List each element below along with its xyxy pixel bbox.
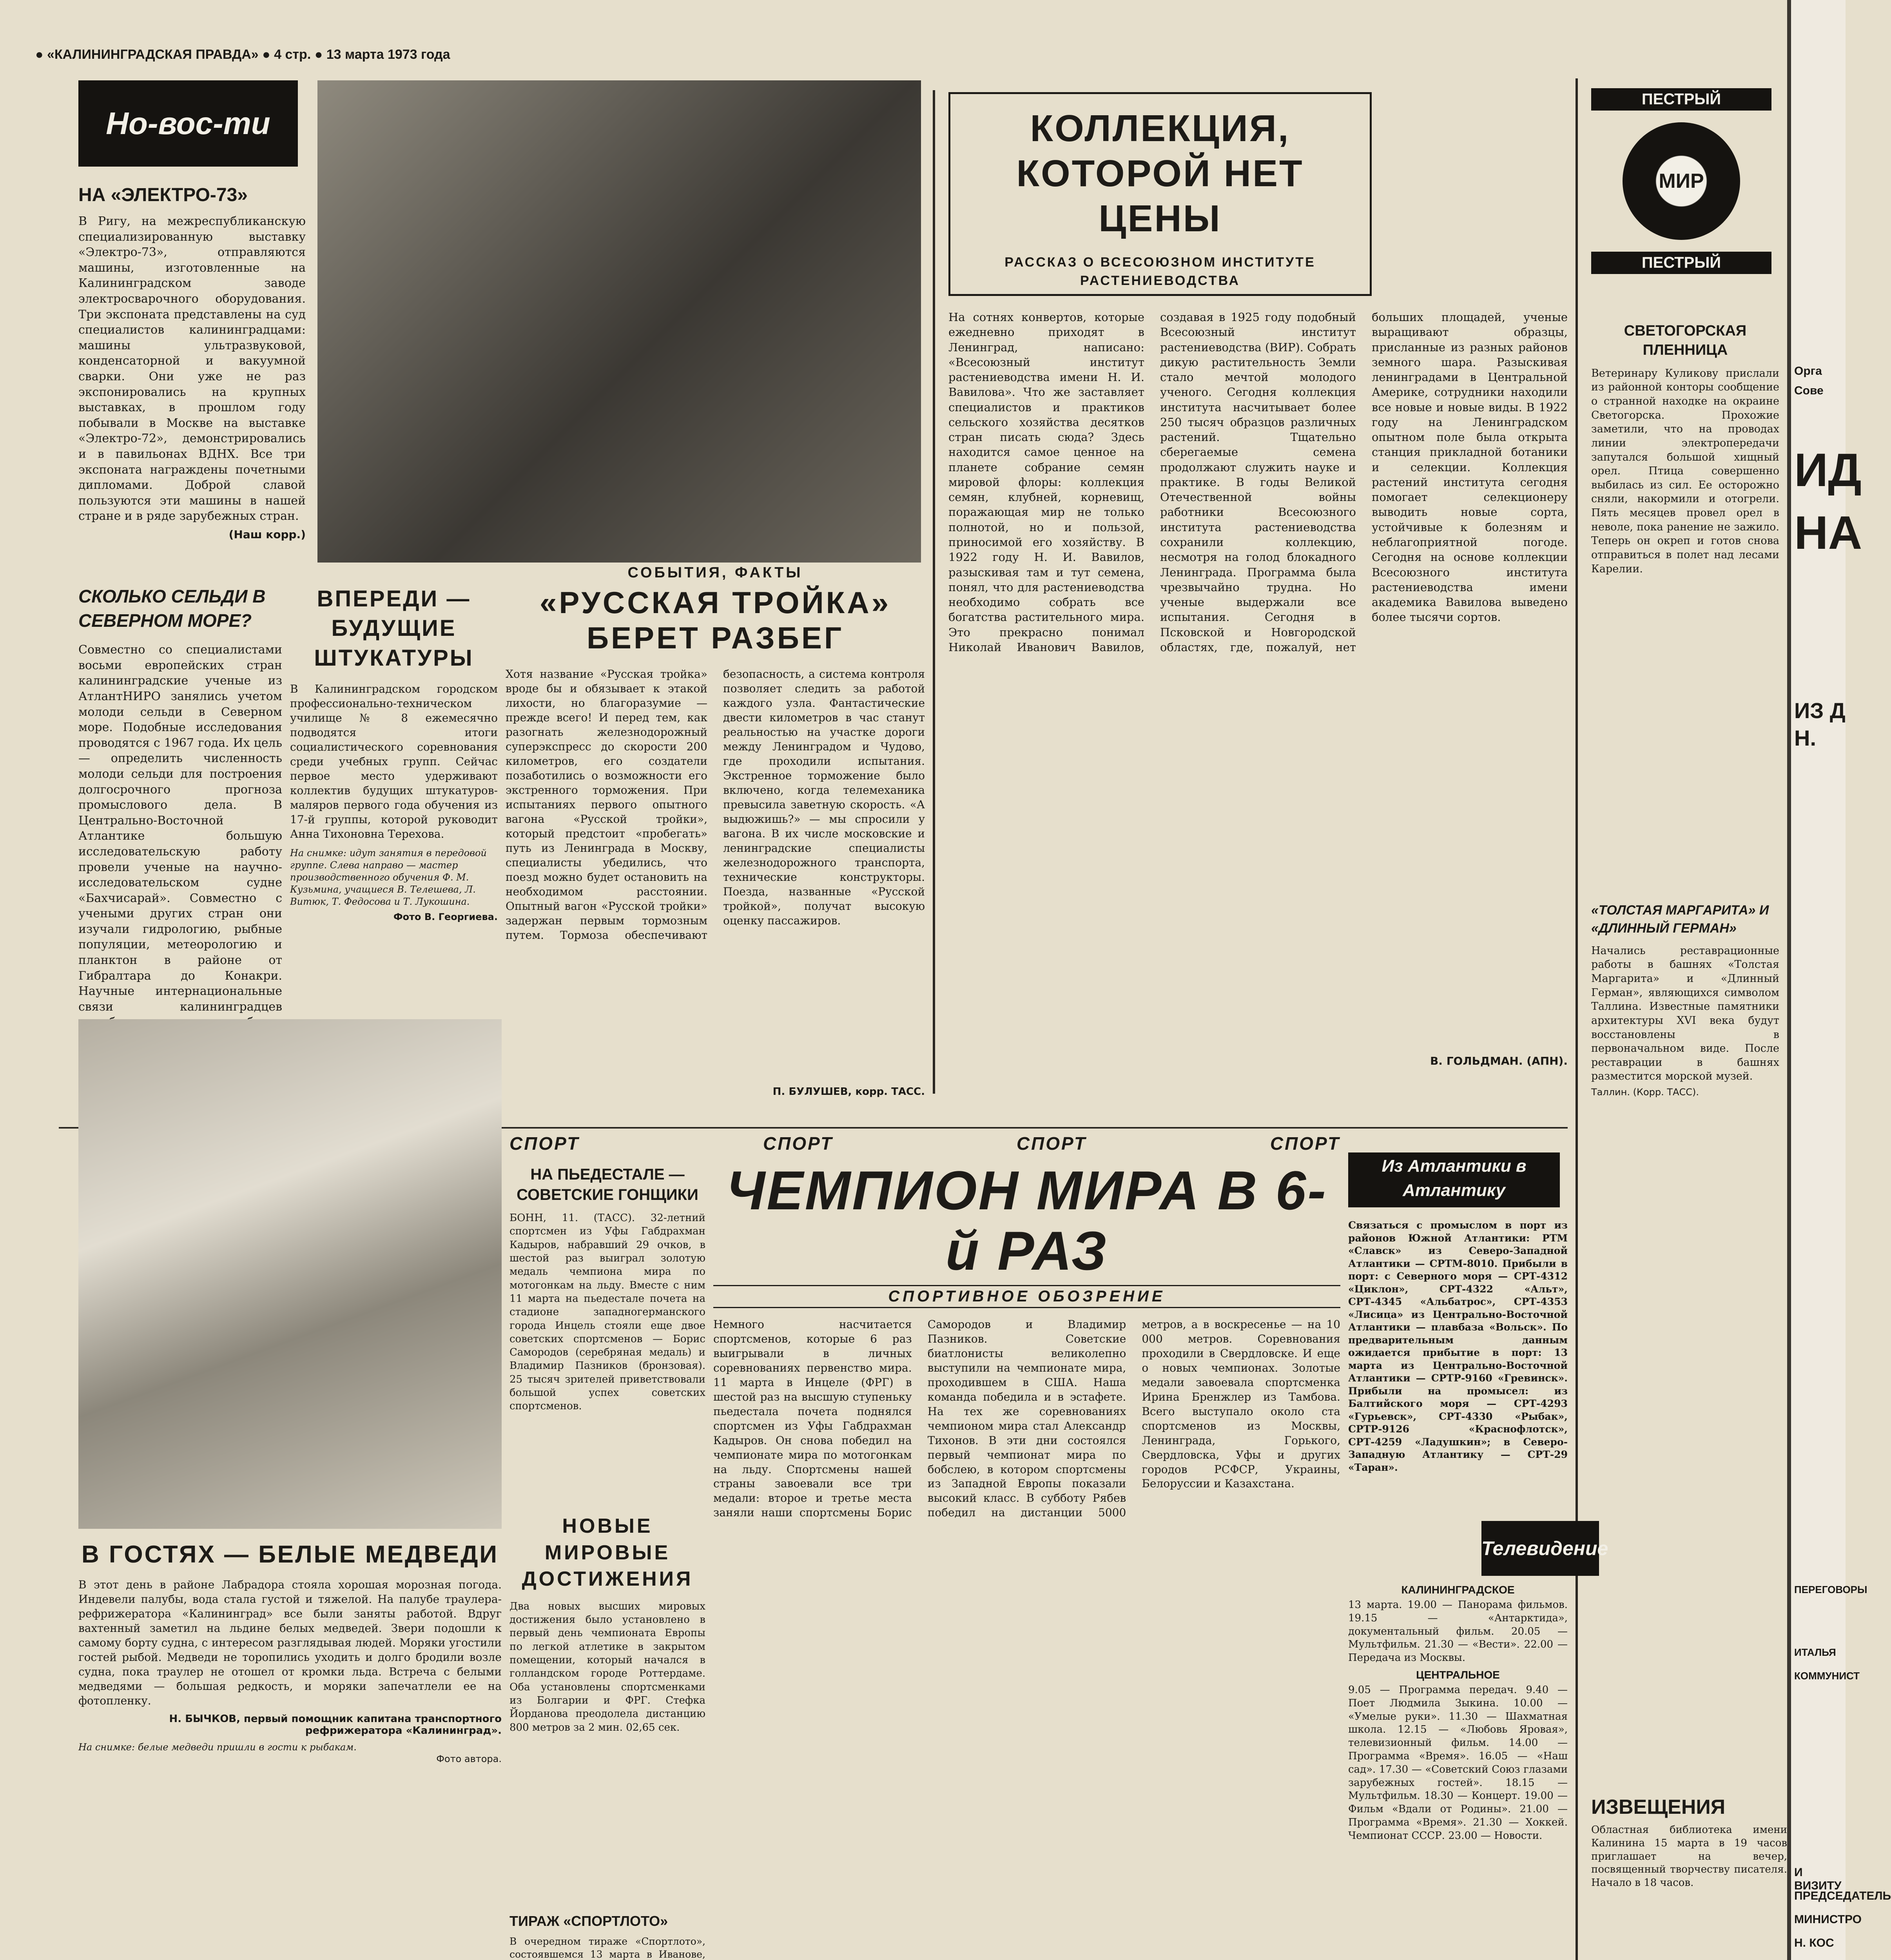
notices-article — [1591, 1795, 1787, 1960]
sport-tag: СПОРТ — [763, 1133, 834, 1154]
edge-text: ИЗ Д — [1794, 698, 1846, 723]
troika-text: Хотя название «Русская тройка» вроде бы и обязывает к этакой лихости, но благоразумие — прежде всего! И перед тем, как разогнать железнодорожный суперэкспресс до скорости 200 километров, его создатели позаботились о возможности его экстренного торможения. При испытаниях первого опытного вагона «Русской тройки», который предстоит «пробегать» путь из Ленинграда в Москву, специалисты убедились, что поезд можно будет остановить на необходимом расстоянии. Опытный вагон «Русской тройки» задержан первым тормозным путем. Тормоза обеспечивают безопасность, а система контроля позволяет следить за работой каждого узла. Фантастические двести километров в час станут реальностью на участке дороги между Ленинградом и Чудово, где проходили испытания. Экстренное торможение было включено, когда телемеханика превысила заветную скорость. «А выдюжишь?» — мы спросили у вагона. В их числе московские и ленинградские специалисты железнодорожного транспорта, технические конструкторы. Поезда, названные «Русской тройкой», получат высокую оценку пассажиров. — [506, 668, 925, 942]
kollekciya-title-box — [948, 92, 1372, 296]
edge-text: ПРЕДСЕДАТЕЛЬ — [1794, 1889, 1891, 1902]
edge-text: ИД — [1794, 444, 1862, 496]
sportloto-text: В очередном тираже «Спортлото», состоявшемся 13 марта в Иванове, — [509, 1936, 705, 1960]
edge-text: Н. — [1794, 726, 1816, 750]
pedestal-article — [509, 1164, 705, 1517]
edge-text: КОММУНИСТ — [1794, 1670, 1860, 1682]
divider — [1576, 78, 1578, 1960]
pestry-heading: СВЕТОГОРСКАЯ ПЛЕННИЦА — [1624, 323, 1747, 359]
divider — [933, 90, 935, 1094]
bears-article — [78, 1541, 502, 1960]
troika-signature: П. БУЛУШЕВ, корр. ТАСС. — [772, 1086, 925, 1098]
bears-text: В этот день в районе Лабрадора стояла хорошая морозная погода. Индевели палубы, вода стала густой и тяжелой. На палубе траулера-рефрижератора «Калининград» все были заняты работой. Вдруг вахтенный заметил на льдине белых медведей. Звери подошли к самому борту судна, с интересом разглядывая людей. Моряки угостили гостей рыбой. Медведи не торопились уходить и долго бродили возле судна, пока траулер не отошел от кромки льда. Встреча с белыми медведями — большая редкость, и моряки запечатлели ее на фотопленку. — [78, 1578, 502, 1707]
seld-heading: СКОЛЬКО СЕЛЬДИ В СЕВЕРНОМ МОРЕ? — [78, 586, 266, 631]
tv-kaliningrad-text: 13 марта. 19.00 — Панорама фильмов. 19.15 — «Антарктида», документальный фильм. 20.05 — Мультфильм. 21.30 — «Вести». 22.00 — Передача из Москвы. — [1348, 1599, 1568, 1664]
novosti-logo: Но-вос-ти — [78, 80, 298, 167]
sportloto-article — [509, 1913, 705, 1960]
kollekciya-title: КОЛЛЕКЦИЯ, КОТОРОЙ НЕТ ЦЕНЫ — [1016, 107, 1304, 240]
bullet-icon: ● — [35, 47, 44, 62]
pestry-logo-top: ПЕСТРЫЙ — [1591, 88, 1771, 111]
vperedi-heading: ВПЕРЕДИ — БУДУЩИЕ ШТУКАТУРЫ — [314, 586, 474, 671]
pestry-heading-2: «ТОЛСТАЯ МАРГАРИТА» И «ДЛИННЫЙ ГЕРМАН» — [1591, 903, 1769, 936]
records-text: Два новых высших мировых достижения было установлено в первый день чемпионата Европы по легкой атлетике в закрытом помещении, который начался в голландском городе Роттердаме. Оба установлены спортсменками из Болгарии и ФРГ. Стефка Йорданова преодолела дистанцию 800 метров за 2 мин. 02,65 сек. — [509, 1600, 705, 1733]
kollekciya-article — [948, 310, 1568, 1090]
records-heading: НОВЫЕ МИРОВЫЕ ДОСТИЖЕНИЯ — [522, 1515, 693, 1591]
edge-text: МИНИСТРО — [1794, 1913, 1862, 1926]
seld-article — [78, 584, 282, 1090]
edge-text: НА — [1794, 506, 1862, 559]
tv-central-text: 9.05 — Программа передач. 9.40 — Поет Людмила Зыкина. 10.00 — «Умелые руки». 11.30 — Шахматная школа. 12.15 — «Любовь Яровая», телевизионный фильм. 14.00 — Программа «Время». 16.05 — «Наш сад». 17.30 — «Советский Союз глазами зарубежных гостей». 18.15 — Мультфильм. 18.30 — Концерт. 19.00 — Фильм «Вдали от Родины». 21.00 — Программа «Время». 21.30 — Хоккей. Чемпионат СССР. 23.00 — Новости. — [1348, 1684, 1568, 1842]
kollekciya-signature: В. ГОЛЬДМАН. (АПН). — [1430, 1054, 1568, 1067]
kollekciya-subtitle: РАССКАЗ О ВСЕСОЮЗНОМ ИНСТИТУТЕ РАСТЕНИЕВОДСТВА — [1004, 254, 1316, 289]
page-number: 4 стр. — [274, 47, 311, 62]
bullet-icon: ● — [314, 47, 323, 62]
tv-kaliningrad-label: КАЛИНИНГРАДСКОЕ — [1401, 1584, 1515, 1596]
atlantic-text: Связаться с промыслом в порт из районов Южной Атлантики: РТМ «Славск» из Северо-Западной Атлантики — СРТМ-8010. Прибыли в порт: с Северного моря — СРТ-4312 «Циклон», СРТ-4322 «Альт», СРТ-4345 «Альбатрос», СРТ-4353 «Лисица» из Центрально-Восточной Атлантики — плавбаза «Вольск». По предварительным данным ожидается прибытие в порт: 13 марта из Центрально-Восточной Атлантики — СРТР-9160 «Гревинск». Прибыли на промысел: из Балтийского моря — СРТ-4293 «Гурьевск», СРТ-4330 «Рыбак», СРТР-9126 «Краснофлотск», СРТ-4259 «Ладушкин»; в Северо-Западную Атлантику — СРТ-29 «Таран». — [1348, 1220, 1568, 1473]
edge-text: ПЕРЕГОВОРЫ — [1794, 1584, 1867, 1595]
sport-tag: СПОРТ — [509, 1133, 580, 1154]
masthead — [35, 47, 662, 71]
sportloto-heading: ТИРАЖ «СПОРТЛОТО» — [509, 1913, 668, 1929]
notices-text: Областная библиотека имени Калинина 15 марта в 19 часов приглашает на вечер, посвященный творчеству писателя. Начало в 18 часов. — [1591, 1824, 1787, 1889]
troika-kicker: СОБЫТИЯ, ФАКТЫ — [627, 564, 803, 581]
sport-tag: СПОРТ — [1016, 1133, 1087, 1154]
issue-date: 13 марта 1973 года — [326, 47, 450, 62]
tv-central-label: ЦЕНТРАЛЬНОЕ — [1416, 1668, 1500, 1681]
kollekciya-text: На сотнях конвертов, которые ежедневно приходят в Ленинград, написано: «Всесоюзный институт растениеводства имени Н. И. Вавилова». Что же заставляет специалистов и практиков сельского хозяйства десятков стран писать сюда? Здесь находится самое ценное на планете собрание семян мировой флоры: коллекция семян, клубней, корневищ, поражающая мир не только полнотой, но и пользой, приносимой его хозяйству. В 1922 году Н. И. Вавилов, разыскивая там и тут семена, понял, что для растениеводства необходимо собрать все богатства растительного мира. Это прекрасно понимал Николай Иванович Вавилов, создавая в 1925 году подобный Всесоюзный институт растениеводства (ВИР). Собрать дикую растительность Земли стало мечтой молодого ученого. Сегодня коллекция института насчитывает более 250 тысяч образцов различных растений. Тщательно сберегаемые семена продолжают служить науке и практике. В годы Великой Отечественной войны работники Всесоюзного института растениеводства сохранили коллекцию, несмотря на голод блокадного Ленинграда. Программа была чрезвычайно трудна. Но ученые выдержали все испытания. Сегодня в Псковской и Новгородской областях, где, пожалуй, нет больших площадей, ученые выращивают образцы, присланные из разных районов земного шара. Разыскивая ленинградами в Центральной Америке, сотрудники находили все новые и новые виды. В 1922 году на Ленинградском опытном поле была открыта станция прикладной ботаники и селекции. Коллекция растений института сегодня помогает селекционеру выводить новые сорта, устойчивые к болезням и неблагоприятной погоде. Сегодня на основе коллекции Всесоюзного института растениеводства имени академика Вавилова выведено более тысячи сортов. — [948, 310, 1568, 654]
records-article — [509, 1513, 705, 1905]
pestry-logo — [1591, 88, 1771, 308]
bears-photo-credit: Фото автора. — [436, 1753, 502, 1764]
vperedi-text: В Калининградском городском профессионально-техническом училище № 8 ежемесячно подводятся итоги социалистического соревнования среди учебных групп. Сейчас первое место удерживают коллектив будущих штукатуров-маляров первого года обучения из 17-й группы, которой руководит Анна Тихоновна Терехова. — [290, 682, 498, 840]
atlantic-logo: Из Атлантики в Атлантику — [1348, 1152, 1560, 1207]
atlantic-article — [1348, 1219, 1568, 1501]
troika-title: «РУССКАЯ ТРОЙКА» БЕРЕТ РАЗБЕГ — [540, 585, 891, 655]
pestry-text: Ветеринару Куликову прислали из районной конторы сообщение о странной находке на окраине Светогорска. Прохожие заметили, что на проводах линии электропередачи запутался большой хищный орел. Птица совершенно выбилась из сил. Ее осторожно сняли, накормили и отогрели. Пять месяцев провел орел в неволе, пока ранение не зажило. Теперь он окреп и готов снова отправиться в полет над лесами Карелии. — [1591, 367, 1779, 575]
pestry-article-2 — [1591, 902, 1779, 1560]
champion-text: Немного насчитается спортсменов, которые 6 раз выигрывали в личных соревнованиях первенство мира. 11 марта в Инцеле (ФРГ) в шестой раз на высшую ступеньку пьедестала почета поднялся спортсмен из Уфы Габдрахман Кадыров. Он снова победил на чемпионате мира по мотогонкам на льду. Спортсмены нашей страны завоевали все три медали: второе и третье места заняли наши спортсмены Борис Самородов и Владимир Пазников. Советские биатлонисты великолепно выступили на чемпионате мира, проходившем в США. Наша команда победила и в эстафете. На тех же соревнованиях чемпионом мира стал Александр Тихонов. В эти дни состоялся первый чемпионат мира по бобслею, в котором спортсмены из Западной Европы показали высокий класс. В субботу Рябев победил на дистанции 5000 метров, а в воскресенье — на 10 000 метров. Соревнования проходили в Свердловске. И еще о новых чемпионах. Золотые медали завоевала спортсменка Ирина Бренжлер из Тамбова. Всего выступало около ста спортсменов из Москвы, Ленинграда, Горького, Свердловска, Уфы и других городов РСФСР, Украины, Белоруссии и Казахстана. — [713, 1318, 1340, 1519]
champion-subtitle: СПОРТИВНОЕ ОБОЗРЕНИЕ — [713, 1285, 1340, 1308]
adjacent-page-edge — [1787, 0, 1891, 1960]
bears-signature: Н. БЫЧКОВ, первый помощник капитана транспортного рефрижератора «Калининград». — [169, 1713, 502, 1737]
pestry-article — [1591, 321, 1779, 894]
pestry-signature: Таллин. (Корр. ТАСС). — [1591, 1087, 1699, 1098]
edge-text: И ВИЗИТУ — [1794, 1866, 1842, 1892]
pedestal-text: БОНН, 11. (ТАСС). 32-летний спортсмен из Уфы Габдрахман Кадыров, набравший 29 очков, в шестой раз выиграл золотую медаль чемпиона мира по мотогонкам на льду. Вместе с ним 11 марта на пьедестале почета на стадионе западногерманского города Инцель стояли еще двое советских спортсменов — Борис Самородов (серебряная медаль) и Владимир Пазников (бронзовая). 25 тысяч зрителей приветствовали большой успех советских спортсменов. — [509, 1212, 705, 1412]
novosti-text: В Ригу, на межреспубликанскую специализированную выставку «Электро-73», отправляются машины, изготовленные на Калининградском заводе электросварочного оборудования. Три экспоната представлены на суд специалистов калининградцами: машины ультразвуковой, конденсаторной и вакуумной сварки. Они уже не раз экспонировались на крупных выставках, в прошлом году побывали в Москве на выставке «Электро-72», демонстрировались и в павильонах ВДНХ. Все три экспоната награждены почетными дипломами. Доброй славой пользуются эти машины в нашей стране и в ряде зарубежных стран. — [78, 214, 306, 523]
champion-article — [713, 1160, 1340, 1960]
newspaper-name: «КАЛИНИНГРАДСКАЯ ПРАВДА» — [47, 47, 259, 62]
novosti-signature: (Наш корр.) — [228, 528, 306, 541]
novosti-heading: НА «ЭЛЕКТРО-73» — [78, 185, 248, 205]
troika-article — [506, 564, 925, 1098]
vperedi-photo-credit: Фото В. Георгиева. — [393, 911, 498, 922]
novosti-photo — [317, 80, 921, 563]
tv-logo: Телевидение — [1481, 1521, 1599, 1576]
sun-icon: МИР — [1623, 122, 1740, 240]
notices-heading: ИЗВЕЩЕНИЯ — [1591, 1796, 1726, 1818]
vperedi-article — [290, 584, 498, 1090]
pedestal-heading: НА ПЬЕДЕСТАЛЕ — СОВЕТСКИЕ ГОНЩИКИ — [517, 1166, 698, 1203]
tv-article — [1348, 1584, 1568, 1960]
pestry-logo-bottom: ПЕСТРЫЙ — [1591, 252, 1771, 274]
vperedi-caption: На снимке: идут занятия в передовой группе. Слева направо — мастер производственного обучения Ф. М. Кузьмина, учащиеся В. Телешева, Л. Витюк, Т. Федосова и Т. Лукошина. — [290, 847, 487, 907]
novosti-article — [78, 184, 306, 576]
edge-text: Орга — [1794, 365, 1822, 377]
edge-text: ИТАЛЬЯ — [1794, 1646, 1836, 1658]
bears-photo — [78, 1019, 502, 1529]
edge-text: Н. КОС — [1794, 1936, 1834, 1949]
pestry-text-2: Начались реставрационные работы в башнях «Толстая Маргарита» и «Длинный Герман», являющихся символом Таллина. Известные памятники архитектуры XVI века будут восстановлены в первоначальном виде. После реставрации в башнях разместится морской музей. — [1591, 944, 1779, 1083]
bullet-icon: ● — [262, 47, 270, 62]
edge-text: Сове — [1794, 384, 1824, 397]
bears-caption: На снимке: белые медведи пришли в гости к рыбакам. — [78, 1741, 357, 1753]
sport-tag: СПОРТ — [1270, 1133, 1340, 1154]
champion-title: ЧЕМПИОН МИРА В 6-й РАЗ — [726, 1160, 1327, 1281]
seld-text: Совместно со специалистами восьми европейских стран калининградские ученые из АтлантНИРО занялись учетом молоди сельди в Северном море. Подобные исследования проводятся с 1967 года. Их цель — определить численность молоди сельди для построения долгосрочного прогноза промыслового дела. В Центрально-Восточной Атлантике большую исследовательскую работу провели ученые на научно-исследовательском судне «Бахчисарай». Совместно с учеными других стран они изучали гидрологию, рыбные популяции, метеорологию и планктон в районе от Гибралтара до Конакри. Научные интернациональные связи калининградцев — [78, 643, 282, 1014]
bears-heading: В ГОСТЯХ — БЕЛЫЕ МЕДВЕДИ — [82, 1541, 499, 1568]
sport-tag-row — [509, 1133, 1340, 1156]
